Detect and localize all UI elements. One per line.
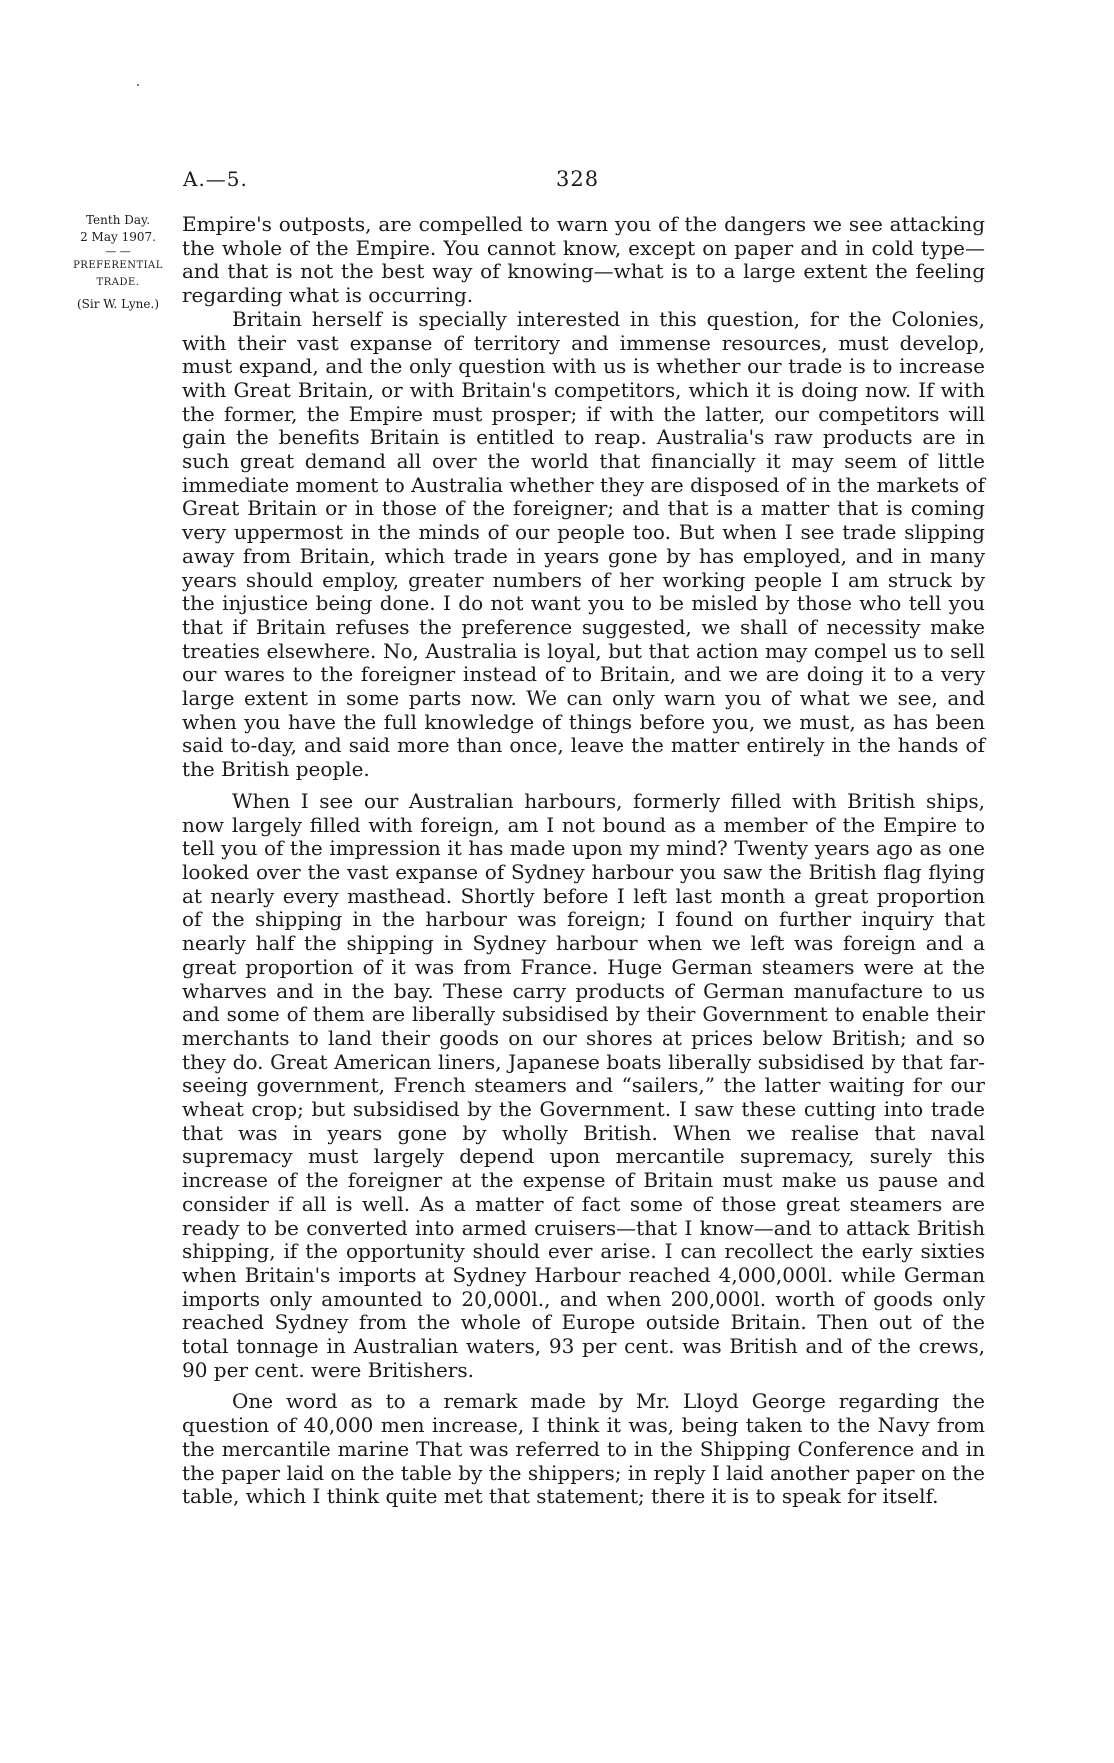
paragraph-2: Britain herself is specially interested in this question, for the Colonies, with their vast expanse of territory and immense resources, must develop, must expand, and the only question with us is whether our trade is to increase with Great Britain, or with Britain's competitors, which it is doing now. If with the former, the Empire must prosper; if with the latter, our competitors will gain the benefits Britain is entitled to reap. Australia's raw products are in such great demand all over the world that financially it may seem of little immediate moment to Australia whether they are disposed of in the markets of Great Britain or in those of the foreigner; and that is a matter that is coming very uppermost in the minds of our people too. But when I see trade slipping away from Britain, which trade in years gone by has employed, and in many years should employ, greater numbers of her working people I am struck by the injustice being done. I do not want you to be misled by those who tell you that if Britain refuses the preference suggested, we shall of necessity make treaties elsewhere. No, Australia is loyal, but that action may compel us to sell our wares to the foreigner instead of to Britain, and we are doing it to a very large extent in some parts now. We can only warn you of what we see, and when you have the full knowledge of things before you, we must, as has been said to-day, and said more than once, leave the matter entirely in the hands of the British people.: [182, 306, 985, 782]
paragraph-3: When I see our Australian harbours, formerly filled with British ships, now largely filled with foreign, am I not bound as a member of the Empire to tell you of the impression it has made upon my mind? Twenty years ago as one looked over the vast expanse of Sydney harbour you saw the British flag flying at nearly every masthead. Shortly before I left last month a great proportion of the shipping in the harbour was foreign; I found on further inquiry that nearly half the shipping in Sydney harbour when we left was foreign and a great proportion of it was from France. Huge German steamers were at the wharves and in the bay. These carry products of German manufacture to us and some of them are liberally subsidised by their Government to enable their merchants to land their goods on our shores at prices below British; and so they do. Great American liners, Japanese boats liberally subsidised by that far-seeing government, French steamers and “sailers,” the latter waiting for our wheat crop; but subsidised by the Government. I saw these cutting into trade that was in years gone by wholly British. When we realise that naval supremacy must largely depend upon mercantile supremacy, surely this increase of the foreigner at the expense of Britain must make us pause and consider if all is well. As a matter of fact some of those great steamers are ready to be converted into armed cruisers—that I know—and to attack British shipping, if the opportunity should ever arise. I can recollect the early sixties when Britain's imports at Sydney Harbour reached 4,000,000l. while German imports only amounted to 20,000l., and when 200,000l. worth of goods only reached Sydney from the whole of Europe outside Britain. Then out of the total tonnage in Australian waters, 93 per cent. was British and of the crews, 90 per cent. were Britishers.: [182, 788, 985, 1382]
margin-date: 2 May 1907.: [80, 230, 156, 244]
speech-body: [182, 213, 985, 1509]
scan-speck: [137, 84, 139, 86]
paper-reference: A.—5.: [183, 167, 248, 191]
margin-notes: [64, 212, 172, 313]
margin-speaker: (Sir W. Lyne.): [76, 297, 160, 311]
paragraph-1: Empire's outposts, are compelled to warn you of the dangers we see attacking the whole of the Empire. You cannot know, except on paper and in cold type—and that is not the best way of knowing—what is to a large extent the feeling regarding what is occurring.: [182, 212, 985, 308]
page-number: 328: [556, 167, 600, 191]
margin-topic: PREFERENTIAL: [73, 260, 163, 271]
margin-separator: — —: [105, 245, 131, 258]
paragraph-4: One word as to a remark made by Mr. Lloyd George regarding the question of 40,000 men increase, I think it was, being taken to the Navy from the mercantile marine That was referred to in the Shipping Conference and in the paper laid on the table by the shippers; in reply I laid another paper on the table, which I think quite met that statement; there it is to speak for itself.: [182, 1389, 985, 1509]
margin-topic-continued: TRADE.: [96, 277, 140, 288]
margin-day: Tenth Day.: [85, 213, 151, 227]
